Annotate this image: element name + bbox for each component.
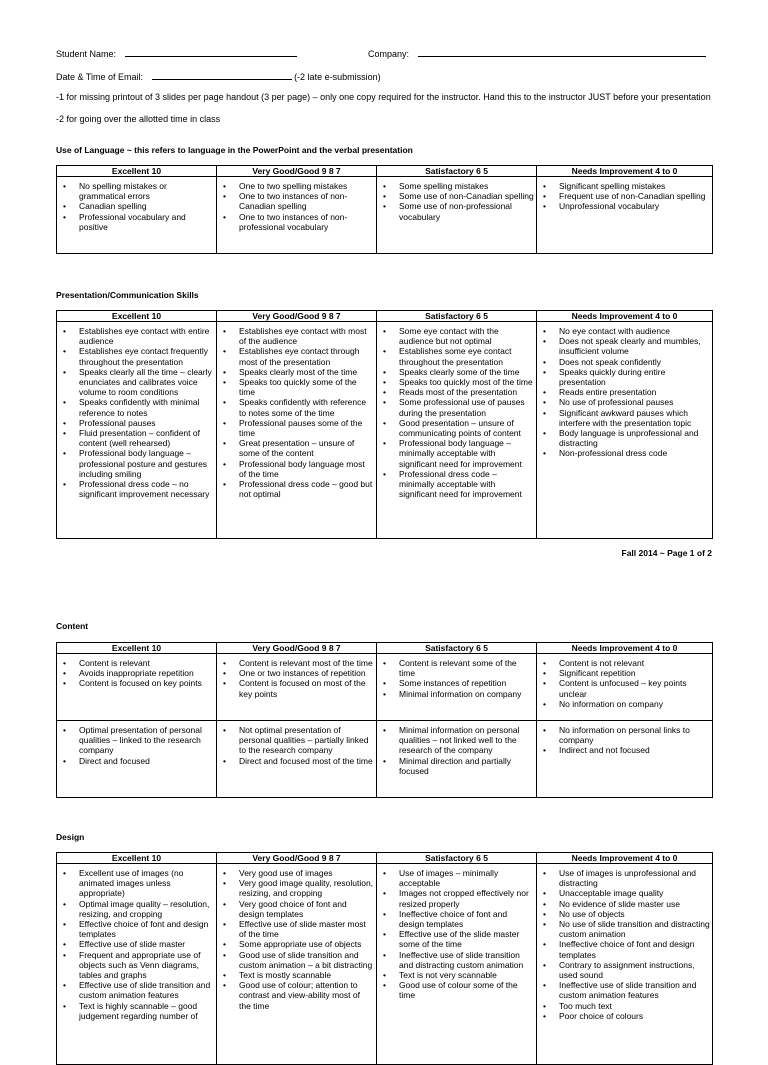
criteria-item: • Content is relevant some of the time: [399, 658, 534, 678]
criteria-item: • Professional pauses some of the time: [239, 418, 374, 438]
criteria-item: • Effective choice of font and design templates: [79, 919, 214, 939]
criteria-list: [59, 868, 214, 1021]
rubric-header-row: [57, 166, 713, 177]
criteria-item: • Speaks too quickly most of the time: [399, 377, 534, 387]
criteria-item: • Very good choice of font and design templates: [239, 899, 374, 919]
rubric-row: [57, 177, 713, 254]
criteria-item: • No use of objects: [559, 909, 710, 919]
criteria-item: • Some professional use of pauses during the presentation: [399, 397, 534, 417]
criteria-list: [219, 725, 374, 766]
rubric-row: [57, 721, 713, 798]
criteria-item: • No use of slide transition and distracting custom animation: [559, 919, 710, 939]
company-field[interactable]: [418, 47, 706, 57]
rubric-cell: [377, 177, 537, 254]
rubric-header-cell: Excellent 10: [57, 311, 217, 322]
rubric-header-cell: Needs Improvement 4 to 0: [537, 311, 713, 322]
criteria-item: • Effective use of slide master: [79, 939, 214, 949]
criteria-item: • Significant repetition: [559, 668, 710, 678]
criteria-item: • Speaks quickly during entire presentation: [559, 367, 710, 387]
criteria-item: • Use of images is unprofessional and distracting: [559, 868, 710, 888]
section-title-presentation: Presentation/Communication Skills: [56, 290, 199, 300]
criteria-item: • Some use of non-professional vocabulary: [399, 201, 534, 221]
rubric-cell: [377, 864, 537, 1065]
rubric-cell: [537, 322, 713, 539]
criteria-item: • Effective use of the slide master some of the time: [399, 929, 534, 949]
criteria-item: • Good use of slide transition and custom animation – a bit distracting: [239, 950, 374, 970]
criteria-item: • Text is not very scannable: [399, 970, 534, 980]
rubric-cell: [217, 322, 377, 539]
rubric-row: [57, 654, 713, 721]
rubric-header-cell: Very Good/Good 9 8 7: [217, 853, 377, 864]
rubric-cell: [377, 654, 537, 721]
criteria-item: • Establishes some eye contact throughout the presentation: [399, 346, 534, 366]
rubric-header-cell: Needs Improvement 4 to 0: [537, 166, 713, 177]
criteria-list: [539, 725, 710, 756]
criteria-item: • Effective use of slide master most of the time: [239, 919, 374, 939]
criteria-item: • Contrary to assignment instructions, used sound: [559, 960, 710, 980]
rubric-cell: [377, 721, 537, 798]
rubric-header-cell: Satisfactory 6 5: [377, 853, 537, 864]
criteria-list: [379, 868, 534, 1001]
criteria-item: • Frequent and appropriate use of objects such as Venn diagrams, tables and graphs: [79, 950, 214, 981]
section-title-design: Design: [56, 832, 85, 842]
criteria-item: • Establishes eye contact through most of the presentation: [239, 346, 374, 366]
criteria-item: • Establishes eye contact with entire audience: [79, 326, 214, 346]
criteria-list: [59, 725, 214, 766]
criteria-item: • Use of images – minimally acceptable: [399, 868, 534, 888]
criteria-item: • No information on personal links to company: [559, 725, 710, 745]
criteria-item: • No spelling mistakes or grammatical errors: [79, 181, 214, 201]
criteria-item: • Content is relevant: [79, 658, 214, 668]
criteria-item: • Good use of colour some of the time: [399, 980, 534, 1000]
note-printout: -1 for missing printout of 3 slides per page handout (3 per page) – only one copy required for the instructor. Hand this to the instructor JUST before your presentation: [56, 92, 711, 102]
criteria-list: [539, 326, 710, 459]
rubric-cell: [57, 654, 217, 721]
criteria-item: • Unprofessional vocabulary: [559, 201, 710, 211]
criteria-item: • Content is not relevant: [559, 658, 710, 668]
rubric-table-language: [56, 165, 713, 254]
student-name-field[interactable]: [125, 47, 297, 57]
criteria-list: [59, 658, 214, 689]
criteria-item: • Content is relevant most of the time: [239, 658, 374, 668]
rubric-header-cell: Very Good/Good 9 8 7: [217, 166, 377, 177]
criteria-item: • Some spelling mistakes: [399, 181, 534, 191]
criteria-list: [539, 868, 710, 1021]
criteria-item: • Poor choice of colours: [559, 1011, 710, 1021]
criteria-list: [379, 326, 534, 499]
criteria-item: • Fluid presentation – confident of content (well rehearsed): [79, 428, 214, 448]
criteria-item: • Minimal information on personal qualities – not linked well to the research of the company: [399, 725, 534, 756]
criteria-item: • Speaks clearly all the time – clearly enunciates and calibrates voice volume to room conditions: [79, 367, 214, 398]
rubric-header-cell: Satisfactory 6 5: [377, 166, 537, 177]
criteria-item: • Body language is unprofessional and distracting: [559, 428, 710, 448]
criteria-list: [219, 658, 374, 699]
rubric-cell: [537, 177, 713, 254]
criteria-list: [379, 725, 534, 776]
criteria-item: • Not optimal presentation of personal qualities – partially linked to the research company: [239, 725, 374, 756]
rubric-cell: [217, 654, 377, 721]
rubric-header-row: [57, 643, 713, 654]
criteria-item: • Canadian spelling: [79, 201, 214, 211]
criteria-item: • Unacceptable image quality: [559, 888, 710, 898]
criteria-item: • One to two spelling mistakes: [239, 181, 374, 191]
criteria-list: [379, 658, 534, 699]
criteria-item: • Optimal image quality – resolution, resizing, and cropping: [79, 899, 214, 919]
criteria-item: • Does not speak confidently: [559, 357, 710, 367]
criteria-item: • Speaks too quickly some of the time: [239, 377, 374, 397]
student-name-label: Student Name:: [56, 49, 117, 59]
rubric-table-presentation: [56, 310, 713, 539]
rubric-header-cell: Satisfactory 6 5: [377, 311, 537, 322]
criteria-item: • Minimal direction and partially focused: [399, 756, 534, 776]
criteria-item: • Optimal presentation of personal qualities – linked to the research company: [79, 725, 214, 756]
rubric-cell: [217, 177, 377, 254]
criteria-list: [539, 181, 710, 212]
rubric-header-cell: Excellent 10: [57, 166, 217, 177]
criteria-list: [219, 868, 374, 1011]
student-name-row: [56, 47, 297, 60]
rubric-header-cell: Very Good/Good 9 8 7: [217, 311, 377, 322]
criteria-item: • Effective use of slide transition and custom animation features: [79, 980, 214, 1000]
rubric-header-cell: Needs Improvement 4 to 0: [537, 643, 713, 654]
criteria-item: • One or two instances of repetition: [239, 668, 374, 678]
note-time: -2 for going over the allotted time in class: [56, 114, 221, 124]
rubric-header-cell: Excellent 10: [57, 643, 217, 654]
criteria-item: • Avoids inappropriate repetition: [79, 668, 214, 678]
rubric-cell: [57, 721, 217, 798]
criteria-item: • Excellent use of images (no animated images unless appropriate): [79, 868, 214, 899]
criteria-item: • Content is focused on key points: [79, 678, 214, 688]
criteria-item: • Very good image quality, resolution, resizing, and cropping: [239, 878, 374, 898]
criteria-item: • Establishes eye contact with most of the audience: [239, 326, 374, 346]
criteria-item: • Ineffective choice of font and design templates: [399, 909, 534, 929]
criteria-list: [59, 181, 214, 232]
rubric-table-content: [56, 642, 713, 798]
criteria-item: • No use of professional pauses: [559, 397, 710, 407]
criteria-item: • No information on company: [559, 699, 710, 709]
company-row: [368, 47, 706, 60]
rubric-cell: [537, 864, 713, 1065]
company-label: Company:: [368, 49, 410, 59]
criteria-item: • No eye contact with audience: [559, 326, 710, 336]
criteria-item: • Non-professional dress code: [559, 448, 710, 458]
criteria-list: [379, 181, 534, 222]
criteria-item: • Does not speak clearly and mumbles, insufficient volume: [559, 336, 710, 356]
criteria-item: • Images not cropped effectively nor resized properly: [399, 888, 534, 908]
criteria-item: • Indirect and not focused: [559, 745, 710, 755]
criteria-item: • Establishes eye contact frequently throughout the presentation: [79, 346, 214, 366]
rubric-header-cell: Excellent 10: [57, 853, 217, 864]
criteria-item: • No evidence of slide master use: [559, 899, 710, 909]
rubric-header-cell: Satisfactory 6 5: [377, 643, 537, 654]
criteria-item: • Very good use of images: [239, 868, 374, 878]
section-title-language: Use of Language ~ this refers to language in the PowerPoint and the verbal presentation: [56, 145, 413, 155]
date-field[interactable]: [152, 70, 292, 80]
criteria-item: • Professional dress code – good but not optimal: [239, 479, 374, 499]
rubric-row: [57, 864, 713, 1065]
criteria-item: • Great presentation – unsure of some of the content: [239, 438, 374, 458]
criteria-list: [59, 326, 214, 499]
rubric-cell: [537, 721, 713, 798]
rubric-cell: [217, 721, 377, 798]
rubric-row: [57, 322, 713, 539]
criteria-item: • Ineffective use of slide transition and custom animation features: [559, 980, 710, 1000]
rubric-cell: [377, 322, 537, 539]
criteria-item: • Speaks confidently with minimal reference to notes: [79, 397, 214, 417]
rubric-cell: [537, 654, 713, 721]
criteria-item: • Professional pauses: [79, 418, 214, 428]
date-row: [56, 70, 381, 83]
criteria-item: • Ineffective choice of font and design templates: [559, 939, 710, 959]
criteria-item: • One to two instances of non-professional vocabulary: [239, 212, 374, 232]
criteria-item: • Good presentation – unsure of communicating points of content: [399, 418, 534, 438]
late-note: (-2 late e-submission): [294, 72, 381, 82]
criteria-list: [219, 181, 374, 232]
criteria-item: • One to two instances of non-Canadian spelling: [239, 191, 374, 211]
criteria-item: • Speaks confidently with reference to notes some of the time: [239, 397, 374, 417]
criteria-item: • Professional body language – professional posture and gestures including smiling: [79, 448, 214, 479]
criteria-item: • Minimal information on company: [399, 689, 534, 699]
criteria-list: [219, 326, 374, 499]
rubric-cell: [57, 864, 217, 1065]
criteria-item: • Professional dress code – no significant improvement necessary: [79, 479, 214, 499]
criteria-item: • Direct and focused: [79, 756, 214, 766]
rubric-table-design: [56, 852, 713, 1065]
criteria-item: • Speaks clearly most of the time: [239, 367, 374, 377]
criteria-item: • Direct and focused most of the time: [239, 756, 374, 766]
rubric-header-row: [57, 853, 713, 864]
section-title-content: Content: [56, 621, 89, 631]
rubric-cell: [217, 864, 377, 1065]
criteria-item: • Professional body language – minimally acceptable with significant need for improvement: [399, 438, 534, 469]
criteria-item: • Content is focused on most of the key points: [239, 678, 374, 698]
date-label: Date & Time of Email:: [56, 72, 144, 82]
criteria-item: • Some use of non-Canadian spelling: [399, 191, 534, 201]
criteria-item: • Text is highly scannable – good judgement regarding number of: [79, 1001, 214, 1021]
rubric-header-cell: Needs Improvement 4 to 0: [537, 853, 713, 864]
criteria-item: • Professional dress code – minimally acceptable with significant need for improvement: [399, 469, 534, 500]
criteria-item: • Content is unfocused – key points unclear: [559, 678, 710, 698]
criteria-item: • Significant spelling mistakes: [559, 181, 710, 191]
criteria-item: • Reads entire presentation: [559, 387, 710, 397]
rubric-cell: [57, 322, 217, 539]
criteria-item: • Some appropriate use of objects: [239, 939, 374, 949]
criteria-item: • Text is mostly scannable: [239, 970, 374, 980]
criteria-item: • Good use of colour; attention to contrast and view-ability most of the time: [239, 980, 374, 1011]
rubric-header-cell: Very Good/Good 9 8 7: [217, 643, 377, 654]
page-footer: Fall 2014 ~ Page 1 of 2: [621, 548, 712, 558]
criteria-item: • Professional vocabulary and positive: [79, 212, 214, 232]
criteria-item: • Reads most of the presentation: [399, 387, 534, 397]
criteria-item: • Ineffective use of slide transition and distracting custom animation: [399, 950, 534, 970]
criteria-item: • Significant awkward pauses which interfere with the presentation topic: [559, 408, 710, 428]
criteria-item: • Frequent use of non-Canadian spelling: [559, 191, 710, 201]
rubric-header-row: [57, 311, 713, 322]
criteria-item: • Some eye contact with the audience but not optimal: [399, 326, 534, 346]
criteria-item: • Some instances of repetition: [399, 678, 534, 688]
criteria-item: • Professional body language most of the time: [239, 459, 374, 479]
criteria-item: • Speaks clearly some of the time: [399, 367, 534, 377]
rubric-cell: [57, 177, 217, 254]
criteria-list: [539, 658, 710, 709]
criteria-item: • Too much text: [559, 1001, 710, 1011]
